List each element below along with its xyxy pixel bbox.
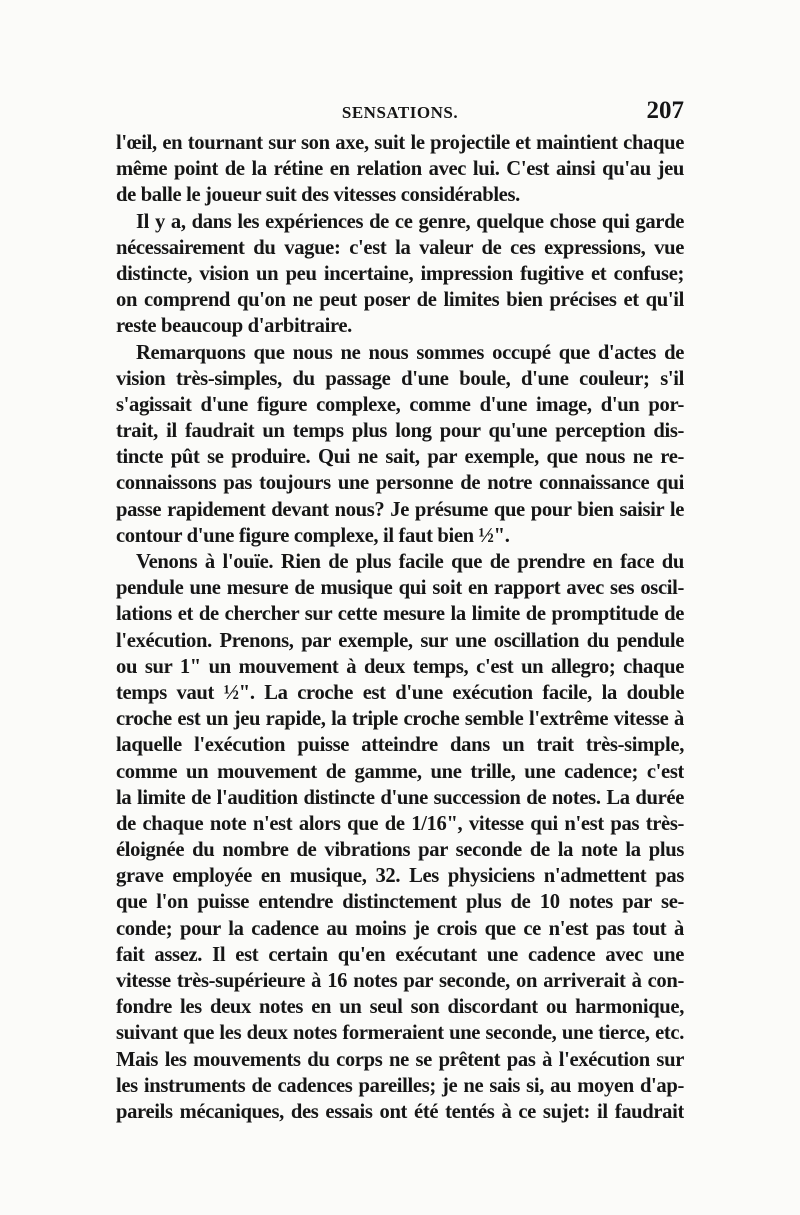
text-line: croche est un jeu rapide, la triple croche semble l'extrême vitesse à xyxy=(116,708,684,731)
text-line: de balle le joueur suit des vitesses considérables. xyxy=(116,184,520,207)
text-line: s'agissait d'une figure complexe, comme d'une image, d'un por- xyxy=(116,393,684,416)
text-line: pendule une mesure de musique qui soit en rapport avec ses oscil- xyxy=(116,577,684,600)
text-line: éloignée du nombre de vibrations par seconde de la note la plus xyxy=(116,839,684,862)
text-line: contour d'une figure complexe, il faut bien ½". xyxy=(116,524,510,547)
page-number: 207 xyxy=(646,97,684,124)
text-line: conde; pour la cadence au moins je crois que ce n'est pas tout à xyxy=(116,917,684,940)
text-line: pareils mécaniques, des essais ont été tentés à ce sujet: il faudrait xyxy=(116,1100,684,1123)
text-line: reste beaucoup d'arbitraire. xyxy=(116,315,352,338)
text-line: même point de la rétine en relation avec lui. C'est ainsi qu'au jeu xyxy=(116,158,684,181)
page-header xyxy=(116,97,684,127)
text-line: passe rapidement devant nous? Je présume que pour bien saisir le xyxy=(116,498,684,521)
text-line: que l'on puisse entendre distinctement plus de 10 notes par se- xyxy=(116,891,684,914)
text-line: vision très-simples, du passage d'une boule, d'une couleur; s'il xyxy=(116,367,684,390)
text-line: Venons à l'ouïe. Rien de plus facile que de prendre en face du xyxy=(136,551,684,573)
text-line: fait assez. Il est certain qu'en exécutant une cadence avec une xyxy=(116,943,684,966)
text-line: suivant que les deux notes formeraient une seconde, une tierce, etc. xyxy=(116,1022,684,1045)
text-line: comme un mouvement de gamme, une trille, une cadence; c'est xyxy=(116,760,684,783)
text-line: connaissons pas toujours une personne de notre connaissance qui xyxy=(116,472,684,495)
text-line: distincte, vision un peu incertaine, impression fugitive et confuse; xyxy=(116,262,684,285)
text-line: grave employée en musique, 32. Les physiciens n'admettent pas xyxy=(116,865,684,888)
text-line: l'exécution. Prenons, par exemple, sur une oscillation du pendule xyxy=(116,629,684,652)
text-line: de chaque note n'est alors que de 1/16", vitesse qui n'est pas très- xyxy=(116,812,684,835)
text-line: ou sur 1" un mouvement à deux temps, c'est un allegro; chaque xyxy=(116,655,684,678)
text-line: laquelle l'exécution puisse atteindre dans un trait très-simple, xyxy=(116,734,684,757)
text-line: les instruments de cadences pareilles; je ne sais si, au moyen d'ap- xyxy=(116,1074,684,1097)
running-title: SENSATIONS. xyxy=(341,103,459,122)
text-line: trait, il faudrait un temps plus long pour qu'une perception dis- xyxy=(116,420,684,443)
text-line: temps vaut ½". La croche est d'une exécution facile, la double xyxy=(116,681,684,704)
text-line: Il y a, dans les expériences de ce genre, quelque chose qui garde xyxy=(136,210,684,233)
body-text xyxy=(116,130,684,1125)
text-line: l'œil, en tournant sur son axe, suit le projectile et maintient chaque xyxy=(116,132,684,154)
text-line: tincte pût se produire. Qui ne sait, par exemple, que nous ne re- xyxy=(116,446,684,469)
text-line: la limite de l'audition distincte d'une succession de notes. La durée xyxy=(116,786,684,809)
text-line: lations et de chercher sur cette mesure la limite de promptitude de xyxy=(116,603,684,626)
text-line: nécessairement du vague: c'est la valeur de ces expressions, vue xyxy=(116,236,684,259)
text-line: fondre les deux notes en un seul son discordant ou harmonique, xyxy=(116,996,684,1019)
text-line: Mais les mouvements du corps ne se prêtent pas à l'exécution sur xyxy=(116,1048,684,1071)
text-line: on comprend qu'on ne peut poser de limites bien précises et qu'il xyxy=(116,289,684,312)
text-line: Remarquons que nous ne nous sommes occupé que d'actes de xyxy=(136,341,684,364)
text-line: vitesse très-supérieure à 16 notes par seconde, on arriverait à con- xyxy=(116,970,684,992)
